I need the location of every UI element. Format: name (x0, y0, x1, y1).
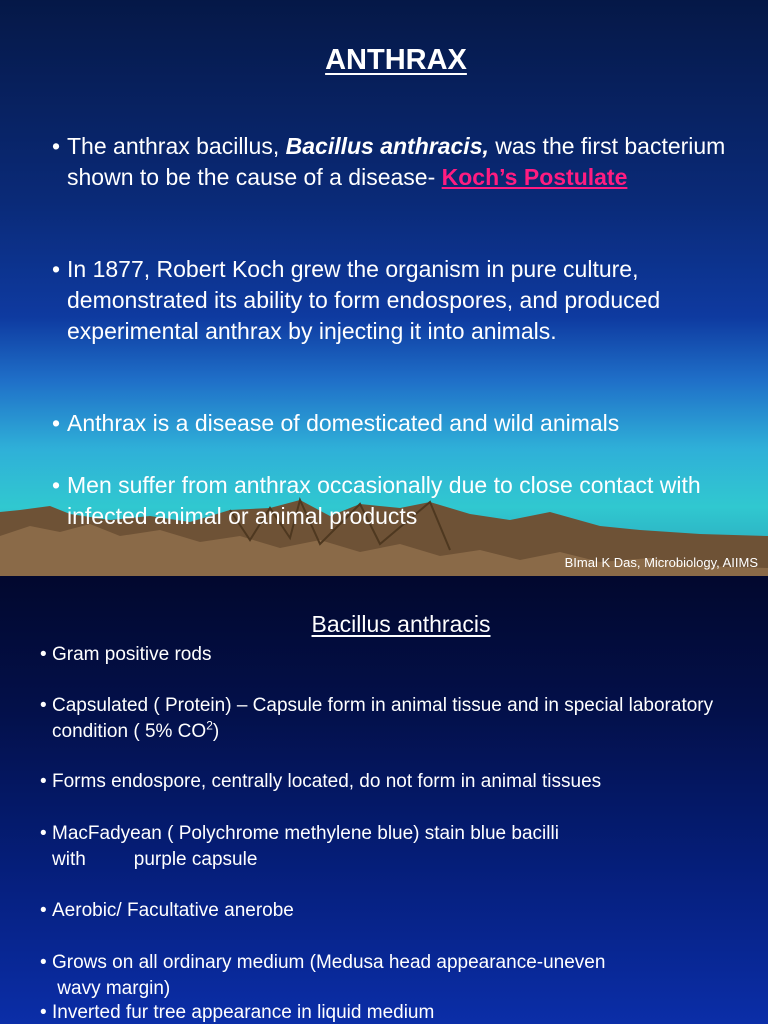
bullet-capsulated (40, 693, 752, 745)
bullet-text: Anthrax is a disease of domesticated and wild animals (67, 410, 620, 436)
bullet-macfadyean-stain (40, 821, 752, 873)
bullet-text: In 1877, Robert Koch grew the organism in pure culture, demonstrated its ability to form endospores, and produced experimental anthrax by injecting it into animals. (67, 256, 661, 344)
bullet-text: The anthrax bacillus, (67, 133, 286, 159)
bullet-text: Forms endospore, centrally located, do not form in animal tissues (52, 771, 602, 792)
bullet-ordinary-medium (40, 950, 752, 1002)
bullet-dot: • (40, 644, 47, 665)
bullet-gram-positive (40, 642, 752, 668)
bullet-text-with: with (52, 849, 86, 870)
bullet-inverted-fur-tree (40, 1000, 752, 1024)
bullet-dot: • (40, 1002, 47, 1023)
bullet-dot: • (52, 256, 61, 282)
bullet-text: Men suffer from anthrax occasionally due to close contact with infected animal or animal products (67, 472, 701, 529)
bullet-dot: • (40, 695, 47, 716)
bullet-text: Grows on all ordinary medium (Medusa head appearance-uneven (52, 952, 606, 973)
bullet-dot: • (40, 823, 47, 844)
bullet-koch-1877 (52, 254, 757, 347)
superscript-2: 2 (206, 718, 213, 733)
bullet-text: Aerobic/ Facultative anerobe (52, 900, 294, 921)
bullet-dot: • (52, 472, 61, 498)
bullet-dot: • (40, 900, 47, 921)
bullet-dot: • (52, 133, 61, 159)
bullet-text: Inverted fur tree appearance in liquid medium (52, 1002, 435, 1023)
bullet-text-capsule: purple capsule (133, 849, 258, 870)
bullet-text-cont: was the first bacterium shown to be the cause of a disease- (67, 133, 726, 190)
bullet-dot: • (40, 952, 47, 973)
bullet-endospore (40, 769, 752, 795)
bullet-text: MacFadyean ( Polychrome methylene blue) stain blue bacilli (52, 823, 559, 844)
bullet-text-end: ) (212, 721, 220, 742)
slide-title: Bacillus anthracis (311, 611, 491, 637)
bullet-men-suffer (52, 470, 757, 532)
bullet-bacillus (52, 131, 757, 193)
bullet-dot: • (40, 771, 47, 792)
bullet-text: Capsulated ( Protein) – Capsule form in animal tissue and in special laboratory condition ( 5% CO (52, 695, 714, 742)
bullet-aerobic (40, 898, 752, 924)
kochs-postulate-link[interactable]: Koch’s Postulate (441, 164, 628, 190)
slide-bacillus-anthracis (0, 576, 768, 1024)
slide-footer-credit: BImal K Das, Microbiology, AIIMS (564, 555, 758, 570)
slide-title: ANTHRAX (325, 44, 467, 76)
bullet-animal-disease (52, 408, 757, 439)
bullet-dot: • (52, 410, 61, 436)
bullet-text-cont: wavy margin) (57, 978, 171, 999)
species-name: Bacillus anthracis, (285, 133, 489, 159)
bullet-text: Gram positive rods (52, 644, 212, 665)
